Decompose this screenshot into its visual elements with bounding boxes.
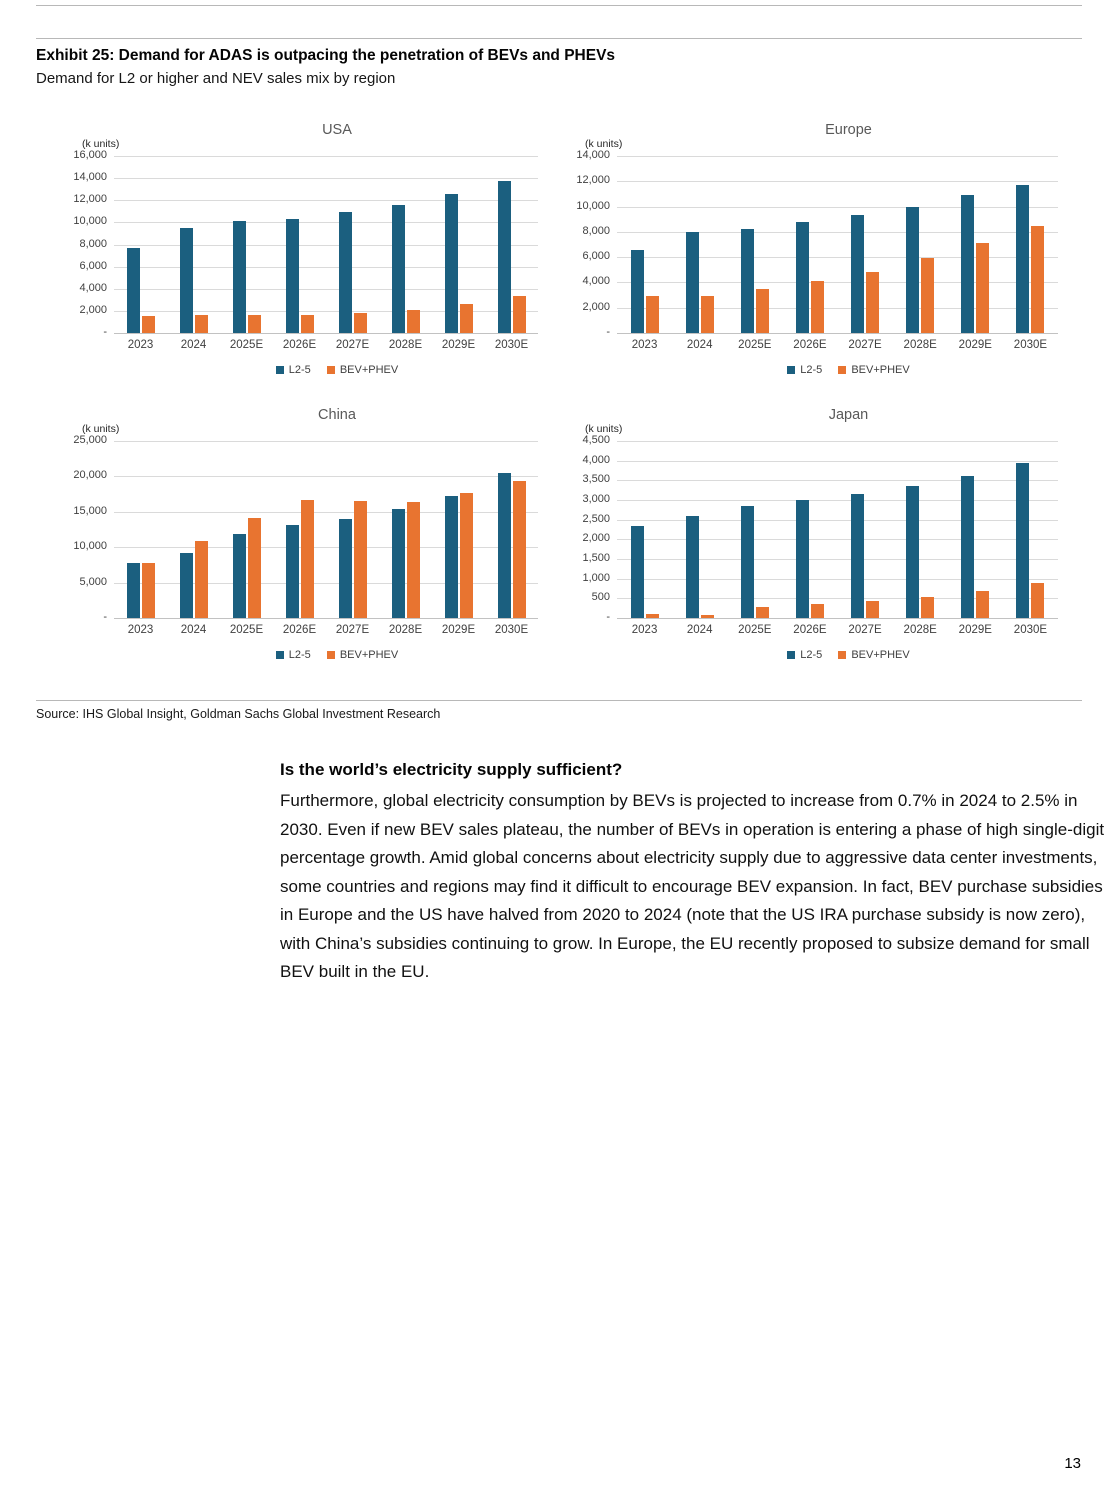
chart-japan (563, 407, 1080, 661)
x-tick-label: 2027E (335, 339, 370, 351)
bar-l2-5 (339, 519, 352, 618)
legend-swatch-l2-5 (787, 366, 795, 374)
bar-l2-5 (127, 248, 140, 333)
chart-title: China (318, 407, 356, 423)
x-tick-label: 2025E (738, 339, 772, 351)
x-tick-label: 2029E (441, 624, 476, 636)
bar-group (114, 156, 167, 333)
bar-bev-phev (513, 481, 526, 618)
bar-bev-phev (646, 614, 659, 618)
x-tick-label: 2024 (686, 339, 713, 351)
y-tick-label: 4,000 (582, 275, 610, 288)
bar-l2-5 (1016, 185, 1029, 333)
bar-group (838, 156, 893, 333)
bar-l2-5 (498, 473, 511, 618)
bar-bev-phev (354, 313, 367, 333)
y-tick-label: - (606, 611, 610, 623)
bars-layer (114, 156, 538, 333)
x-tick-label: 2027E (335, 624, 370, 636)
legend (60, 364, 560, 376)
bar-group (167, 441, 220, 618)
y-axis (563, 434, 617, 623)
y-tick-label: 12,000 (576, 174, 610, 187)
x-tick-label: 2025E (229, 339, 264, 351)
y-tick-label: - (606, 326, 610, 338)
source-line: Source: IHS Global Insight, Goldman Sachs Global Investment Research (36, 707, 441, 721)
bar-group (220, 441, 273, 618)
bar-bev-phev (407, 502, 420, 618)
x-tick-label: 2030E (1013, 624, 1048, 636)
bar-l2-5 (741, 229, 754, 333)
bar-bev-phev (142, 316, 155, 333)
y-tick-label: - (103, 611, 107, 623)
bar-group (672, 441, 727, 618)
bar-bev-phev (866, 272, 879, 333)
bar-l2-5 (286, 525, 299, 618)
y-tick-label: 3,000 (582, 493, 610, 505)
bars-layer (617, 156, 1058, 333)
y-axis (60, 434, 114, 623)
y-tick-label: 6,000 (582, 250, 610, 263)
bar-bev-phev (301, 500, 314, 618)
exhibit-subtitle: Demand for L2 or higher and NEV sales mix by region (36, 70, 396, 87)
plot-area (617, 441, 1058, 619)
chart-body (60, 434, 560, 623)
bar-group (432, 156, 485, 333)
bar-l2-5 (631, 250, 644, 333)
bar-group (114, 441, 167, 618)
bars-layer (617, 441, 1058, 618)
bar-group (432, 441, 485, 618)
bars-layer (114, 441, 538, 618)
legend-swatch-bev-phev (838, 651, 846, 659)
x-tick-label: 2025E (738, 624, 772, 636)
x-tick-label: 2030E (1013, 339, 1048, 351)
bar-l2-5 (180, 553, 193, 618)
y-axis (60, 149, 114, 338)
bar-l2-5 (851, 494, 864, 618)
chart-unit-label: (k units) (585, 423, 623, 435)
bar-bev-phev (195, 315, 208, 333)
y-tick-label: - (103, 326, 107, 338)
bar-group (379, 156, 432, 333)
bar-group (220, 156, 273, 333)
y-tick-label: 4,000 (79, 281, 107, 294)
y-tick-label: 20,000 (73, 469, 107, 482)
bar-group (273, 441, 326, 618)
bar-l2-5 (180, 228, 193, 333)
x-axis (114, 619, 538, 636)
legend-label: BEV+PHEV (851, 649, 910, 661)
bar-l2-5 (961, 476, 974, 618)
y-tick-label: 500 (591, 591, 610, 604)
bar-bev-phev (921, 258, 934, 333)
bar-bev-phev (921, 597, 934, 618)
chart-unit-label: (k units) (82, 138, 120, 150)
y-tick-label: 10,000 (73, 215, 107, 228)
legend (60, 649, 560, 661)
bar-bev-phev (354, 501, 367, 618)
bar-bev-phev (407, 310, 420, 333)
chart-unit-label: (k units) (585, 138, 623, 150)
bar-group (617, 441, 672, 618)
legend-label: L2-5 (800, 649, 823, 661)
x-tick-label: 2026E (282, 624, 317, 636)
source-rule (36, 700, 1082, 701)
chart-title: Japan (828, 407, 869, 423)
bar-l2-5 (796, 222, 809, 333)
bar-l2-5 (233, 221, 246, 333)
chart-china (60, 407, 560, 661)
bar-bev-phev (811, 281, 824, 333)
bar-group (782, 441, 837, 618)
bar-l2-5 (1016, 463, 1029, 618)
x-tick-label: 2023 (631, 624, 658, 636)
y-tick-label: 14,000 (73, 171, 107, 184)
bar-group (326, 156, 379, 333)
bar-bev-phev (460, 493, 473, 618)
legend-item-bev-phev (327, 364, 398, 376)
x-axis (617, 619, 1058, 636)
legend-label: L2-5 (800, 364, 823, 376)
x-tick-label: 2023 (127, 624, 154, 636)
bar-bev-phev (701, 615, 714, 618)
x-tick-label: 2030E (494, 624, 529, 636)
bar-bev-phev (756, 607, 769, 618)
legend-item-l2-5 (276, 649, 311, 661)
y-tick-label: 15,000 (73, 504, 107, 517)
bar-l2-5 (851, 215, 864, 333)
chart-body (563, 149, 1080, 338)
legend-label: BEV+PHEV (339, 364, 399, 376)
bar-bev-phev (460, 304, 473, 333)
bar-bev-phev (142, 563, 155, 618)
bar-group (948, 156, 1003, 333)
bar-group (893, 156, 948, 333)
x-tick-label: 2028E (903, 624, 937, 636)
y-tick-label: 12,000 (73, 193, 107, 206)
legend-label: L2-5 (288, 364, 311, 376)
y-tick-label: 1,500 (582, 552, 610, 564)
chart-body (60, 149, 560, 338)
x-tick-label: 2026E (793, 624, 827, 636)
page-number: 13 (1064, 1455, 1081, 1472)
chart-title: USA (322, 122, 352, 138)
x-tick-label: 2024 (686, 624, 713, 636)
x-tick-label: 2028E (903, 339, 937, 351)
bar-group (617, 156, 672, 333)
legend-item-l2-5 (787, 649, 822, 661)
chart-body (563, 434, 1080, 623)
legend-item-bev-phev (838, 364, 909, 376)
y-axis (563, 149, 617, 338)
bar-l2-5 (686, 232, 699, 333)
legend-label: BEV+PHEV (339, 649, 399, 661)
bar-group (1003, 156, 1058, 333)
y-tick-label: 8,000 (79, 237, 107, 250)
bar-group (485, 156, 538, 333)
x-axis (617, 334, 1058, 351)
bar-bev-phev (701, 296, 714, 333)
y-tick-label: 4,500 (582, 434, 610, 446)
y-tick-label: 2,000 (582, 532, 610, 545)
bar-group (727, 441, 782, 618)
y-tick-label: 14,000 (576, 149, 610, 161)
legend (563, 649, 1080, 661)
bar-bev-phev (976, 591, 989, 618)
x-axis (114, 334, 538, 351)
bar-bev-phev (513, 296, 526, 333)
bar-bev-phev (811, 604, 824, 618)
x-tick-label: 2023 (631, 339, 658, 351)
legend-swatch-bev-phev (327, 651, 335, 659)
bar-l2-5 (233, 534, 246, 618)
plot-area (114, 156, 538, 334)
y-tick-label: 10,000 (576, 199, 610, 212)
x-tick-label: 2029E (441, 339, 476, 351)
chart-title: Europe (825, 122, 872, 138)
bar-group (948, 441, 1003, 618)
plot-area (114, 441, 538, 619)
y-tick-label: 2,500 (582, 512, 610, 525)
bar-l2-5 (392, 205, 405, 333)
plot-area (617, 156, 1058, 334)
x-tick-label: 2030E (494, 339, 529, 351)
legend-swatch-l2-5 (787, 651, 795, 659)
y-tick-label: 16,000 (73, 149, 107, 161)
legend-swatch-l2-5 (276, 651, 284, 659)
bar-l2-5 (961, 195, 974, 333)
bar-bev-phev (248, 315, 261, 333)
body-text-block (280, 760, 1118, 987)
bar-group (1003, 441, 1058, 618)
legend (563, 364, 1080, 376)
bar-bev-phev (756, 289, 769, 333)
x-tick-label: 2026E (793, 339, 827, 351)
legend-item-l2-5 (276, 364, 311, 376)
chart-europe (563, 122, 1080, 376)
body-paragraph: Furthermore, global electricity consumption by BEVs is projected to increase from 0.7% in 2024 to 2.5% in 2030. Even if new BEV sales plateau, the number of BEVs in operation is entering a phase of high single-digit percentage growth. Amid global concerns about electricity supply due to aggressive data center investments, some countries and regions may find it difficult to encourage BEV expansion. In fact, BEV purchase subsidies in Europe and the US have halved from 2020 to 2024 (note that the US IRA purchase subsidy is now zero), with China’s subsidies continuing to grow. In Europe, the EU recently proposed to subsize demand for small BEV built in the EU. (280, 791, 1105, 981)
bar-bev-phev (1031, 226, 1044, 333)
bar-group (838, 441, 893, 618)
x-tick-label: 2027E (848, 339, 882, 351)
x-tick-label: 2026E (282, 339, 317, 351)
bar-bev-phev (248, 518, 261, 618)
header-rule-top (36, 5, 1082, 6)
legend-label: L2-5 (288, 649, 311, 661)
bar-l2-5 (445, 194, 458, 333)
bar-l2-5 (127, 563, 140, 618)
bar-bev-phev (646, 296, 659, 333)
y-tick-label: 5,000 (79, 575, 107, 588)
x-tick-label: 2027E (848, 624, 882, 636)
x-tick-label: 2028E (388, 339, 423, 351)
bar-l2-5 (392, 509, 405, 618)
bar-group (273, 156, 326, 333)
x-tick-label: 2024 (180, 339, 207, 351)
bar-group (727, 156, 782, 333)
y-tick-label: 8,000 (582, 224, 610, 237)
exhibit-title: Exhibit 25: Demand for ADAS is outpacing the penetration of BEVs and PHEVs (36, 47, 616, 64)
legend-item-l2-5 (787, 364, 822, 376)
bar-bev-phev (976, 243, 989, 333)
x-tick-label: 2025E (229, 624, 264, 636)
legend-swatch-l2-5 (276, 366, 284, 374)
bar-group (485, 441, 538, 618)
legend-item-bev-phev (327, 649, 398, 661)
legend-item-bev-phev (838, 649, 909, 661)
bar-l2-5 (631, 526, 644, 618)
y-tick-label: 2,000 (582, 300, 610, 313)
bar-bev-phev (301, 315, 314, 333)
bar-l2-5 (741, 506, 754, 618)
chart-unit-label: (k units) (82, 423, 120, 435)
bar-group (326, 441, 379, 618)
bar-group (167, 156, 220, 333)
bar-bev-phev (195, 541, 208, 618)
y-tick-label: 4,000 (582, 453, 610, 466)
x-tick-label: 2028E (388, 624, 423, 636)
chart-usa (60, 122, 560, 376)
bar-group (379, 441, 432, 618)
y-tick-label: 3,500 (582, 473, 610, 486)
bar-l2-5 (906, 486, 919, 618)
y-tick-label: 10,000 (73, 540, 107, 553)
x-tick-label: 2029E (958, 339, 992, 351)
bar-l2-5 (686, 516, 699, 618)
y-tick-label: 2,000 (79, 303, 107, 316)
bar-group (893, 441, 948, 618)
body-heading: Is the world’s electricity supply sufficient? (280, 760, 623, 779)
legend-label: BEV+PHEV (851, 364, 910, 376)
bar-group (672, 156, 727, 333)
bar-l2-5 (339, 212, 352, 333)
legend-swatch-bev-phev (327, 366, 335, 374)
bar-l2-5 (498, 181, 511, 333)
bar-group (782, 156, 837, 333)
bar-bev-phev (1031, 583, 1044, 618)
x-tick-label: 2029E (958, 624, 992, 636)
x-tick-label: 2023 (127, 339, 154, 351)
bar-l2-5 (796, 500, 809, 618)
x-tick-label: 2024 (180, 624, 207, 636)
bar-l2-5 (445, 496, 458, 618)
bar-bev-phev (866, 601, 879, 618)
y-tick-label: 1,000 (582, 571, 610, 584)
y-tick-label: 6,000 (79, 259, 107, 272)
legend-swatch-bev-phev (838, 366, 846, 374)
bar-l2-5 (906, 207, 919, 333)
y-tick-label: 25,000 (73, 434, 107, 446)
bar-l2-5 (286, 219, 299, 333)
header-rule-bottom (36, 38, 1082, 39)
